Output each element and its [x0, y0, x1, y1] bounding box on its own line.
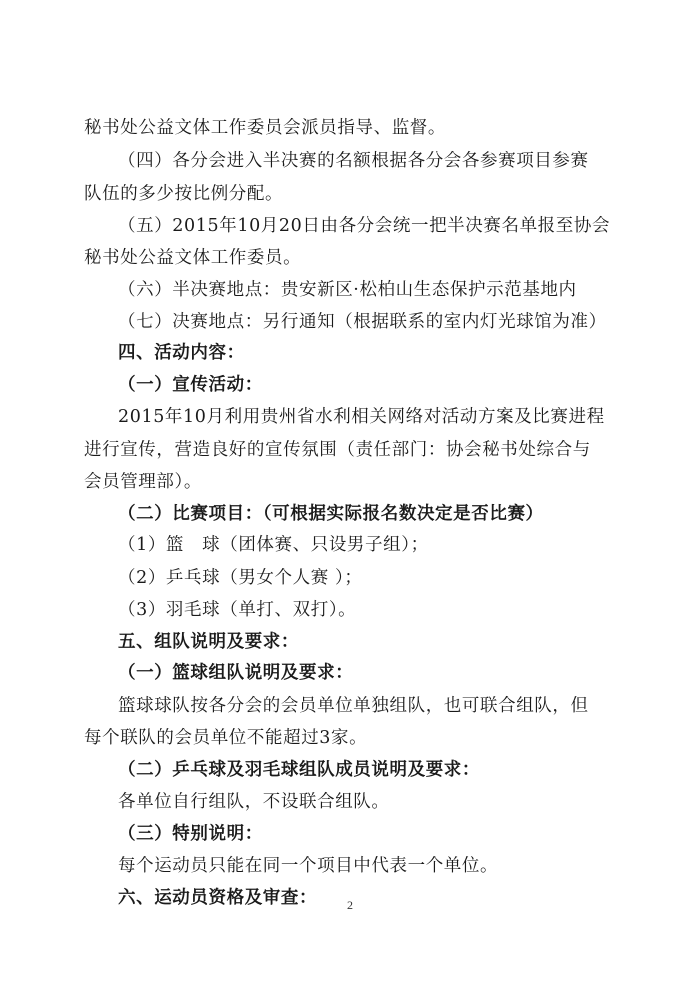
- section-heading: 六、运动员资格及审查：: [118, 888, 318, 908]
- subsection-heading: （一）宣传活动：: [118, 375, 263, 395]
- paragraph-line: 各单位自行组队，不设联合组队。: [118, 792, 390, 812]
- paragraph-line: （五）2015年10月20日由各分会统一把半决赛名单报至协会: [118, 216, 611, 236]
- subsection-heading: （二）乒乓球及羽毛球组队成员说明及要求：: [118, 760, 480, 780]
- list-item: （2）乒乓球（男女个人赛 ）；: [118, 568, 363, 588]
- list-item: （3）羽毛球（单打、双打）。: [118, 600, 357, 620]
- subsection-heading: （二）比赛项目：（可根据实际报名数决定是否比赛）: [118, 504, 544, 524]
- subsection-heading: （一）篮球组队说明及要求：: [118, 663, 354, 683]
- paragraph-line: 秘书处公益文体工作委员会派员指导、监督。: [84, 118, 446, 138]
- paragraph-line: 每个运动员只能在同一个项目中代表一个单位。: [118, 856, 499, 876]
- paragraph-line: 会员管理部）。: [84, 472, 202, 492]
- list-item: （1）篮 球（团体赛、只设男子组）；: [118, 535, 429, 555]
- paragraph-line: 秘书处公益文体工作委员。: [84, 248, 302, 268]
- subsection-heading: （三）特别说明：: [118, 824, 263, 844]
- paragraph-line: 队伍的多少按比例分配。: [84, 184, 284, 204]
- paragraph-line: 每个联队的会员单位不能超过3家。: [84, 728, 368, 748]
- page-number: 2: [347, 898, 353, 912]
- section-heading: 五、组队说明及要求：: [118, 632, 299, 652]
- section-heading: 四、活动内容：: [118, 343, 245, 363]
- paragraph-line: （七）决赛地点：另行通知（根据联系的室内灯光球馆为准）: [118, 312, 607, 332]
- paragraph-line: （六）半决赛地点：贵安新区·松柏山生态保护示范基地内: [118, 280, 577, 300]
- paragraph-line: 篮球球队按各分会的会员单位单独组队，也可联合组队，但: [118, 696, 589, 716]
- paragraph-line: （四）各分会进入半决赛的名额根据各分会各参赛项目参赛: [118, 151, 589, 171]
- paragraph-line: 进行宣传，营造良好的宣传氛围（责任部门：协会秘书处综合与: [84, 440, 591, 460]
- paragraph-line: 2015年10月利用贵州省水利相关网络对活动方案及比赛进程: [118, 407, 605, 427]
